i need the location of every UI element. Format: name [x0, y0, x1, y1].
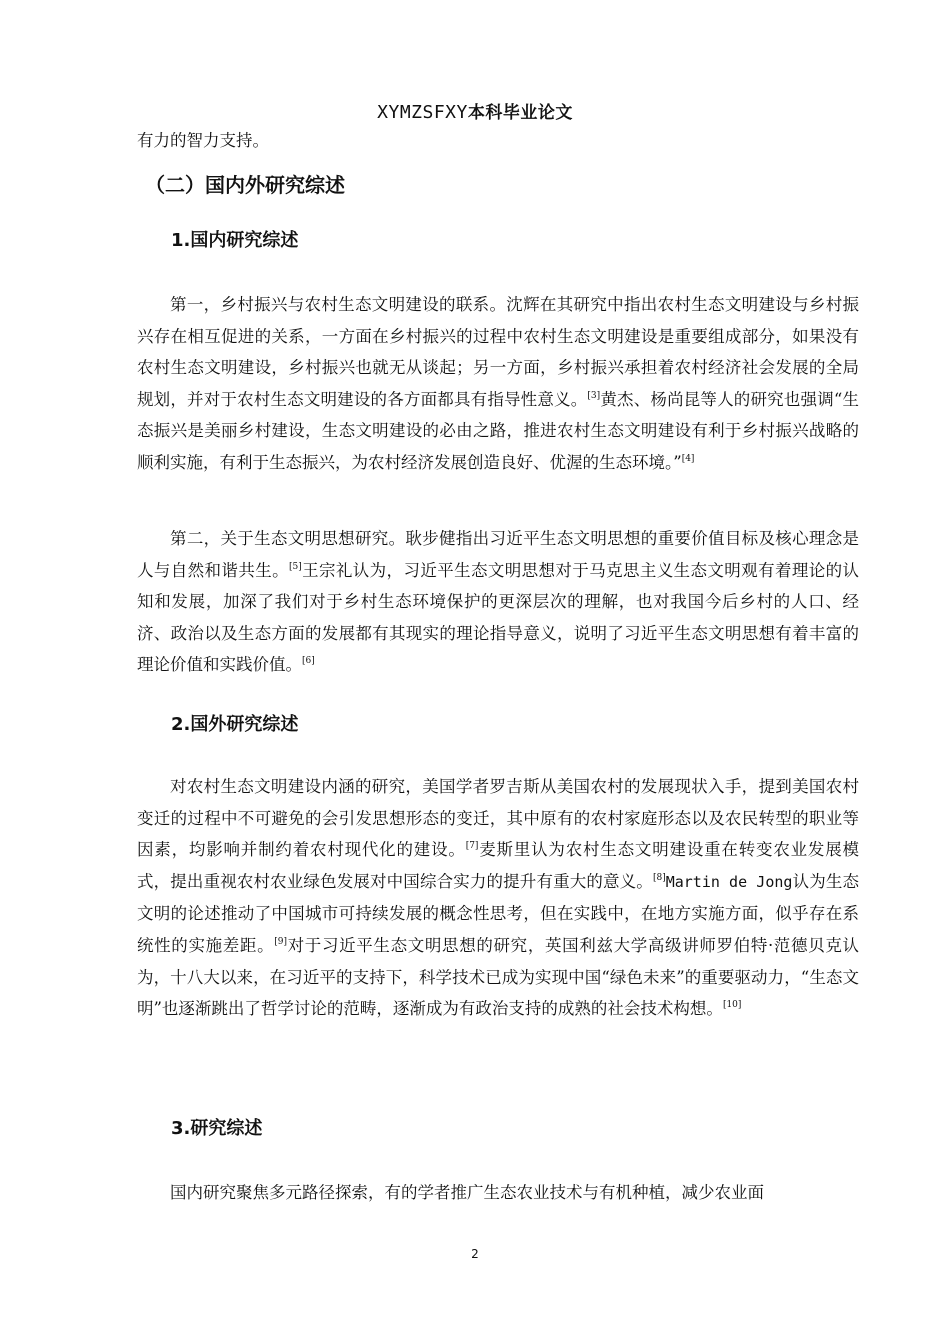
paragraph-text: 认为生态文明的论述推动了中国城市可持续发展的概念性思考，但在实践中，在地方实施方面，似乎存在系统性的实施差距。 [137, 871, 859, 955]
continuation-text: 有力的智力支持。 [137, 131, 269, 150]
page-header [0, 98, 950, 123]
paragraph-domestic-2 [137, 523, 859, 681]
section-heading: （二）国内外研究综述 [145, 173, 345, 197]
page-number: 2 [471, 1247, 479, 1261]
citation: [4] [681, 453, 695, 464]
author-name: Martin de Jong [665, 872, 793, 891]
paragraph-text: 王宗礼认为，习近平生态文明思想对于马克思主义生态文明观有着理论的认知和发展，加深了我们对于乡村生态环境保护的更深层次的理解，也对我国今后乡村的人口、经济、政治以及生态方面的发展都有其现实的理论指导意义，说明了习近平生态文明思想有着丰富的理论价值和实践价值。 [137, 560, 860, 675]
paragraph-text: 黄杰、杨尚昆等人的研究也强调“生态振兴是美丽乡村建设，生态文明建设的必由之路，推进农村生态文明建设有利于乡村振兴战略的顺利实施，有利于生态振兴，为农村经济发展创造良好、优渥的生态环境。” [137, 389, 859, 472]
paragraph-summary-1: 国内研究聚焦多元路径探索，有的学者推广生态农业技术与有机种植，减少农业面 [170, 1183, 764, 1202]
paragraph-text: 麦斯里认为农村生态文明建设重在转变农业发展模式，提出重视农村农业绿色发展对中国综合实力的提升有重大的意义。 [137, 840, 860, 891]
header-school-code: XYMZSFXY [377, 102, 468, 123]
paragraph-foreign-1 [137, 771, 859, 1025]
citation: [8] [652, 872, 666, 883]
citation: [9] [274, 936, 287, 947]
subsection-heading-foreign: 2.国外研究综述 [171, 714, 299, 735]
citation: [5] [288, 561, 302, 572]
citation: [10] [722, 1000, 742, 1011]
paragraph-domestic-1 [137, 289, 859, 479]
header-thesis-label: 本科毕业论文 [467, 103, 573, 123]
paragraph-text: 第一，乡村振兴与农村生态文明建设的联系。沈辉在其研究中指出农村生态文明建设与乡村振兴存在相互促进的关系，一方面在乡村振兴的过程中农村生态文明建设是重要组成部分，如果没有农村生态文明建设，乡村振兴也就无从谈起；另一方面，乡村振兴承担着农村经济社会发展的全局规划，并对于农村生态文明建设的各方面都具有指导性意义。 [137, 295, 859, 409]
citation: [7] [465, 841, 479, 852]
subsection-heading-summary: 3.研究综述 [171, 1118, 263, 1139]
paragraph-text: 第二，关于生态文明思想研究。耿步健指出习近平生态文明思想的重要价值目标及核心理念是人与自然和谐共生。 [137, 529, 859, 580]
paragraph-text: 对农村生态文明建设内涵的研究，美国学者罗吉斯从美国农村的发展现状入手，提到美国农村变迁的过程中不可避免的会引发思想形态的变迁，其中原有的农村家庭形态以及农民转型的职业等因素，均影响并制约着农村现代化的建设。 [137, 777, 859, 860]
subsection-heading-domestic: 1.国内研究综述 [171, 230, 299, 251]
paragraph-text: 对于习近平生态文明思想的研究，英国利兹大学高级讲师罗伯特·范德贝克认为，十八大以来，在习近平的支持下，科学技术已成为实现中国“绿色未来”的重要驱动力，“生态文明”也逐渐跳出了哲学讨论的范畴，逐渐成为有政治支持的成熟的社会技术构想。 [137, 935, 860, 1019]
citation: [6] [302, 656, 315, 667]
citation: [3] [587, 390, 601, 401]
